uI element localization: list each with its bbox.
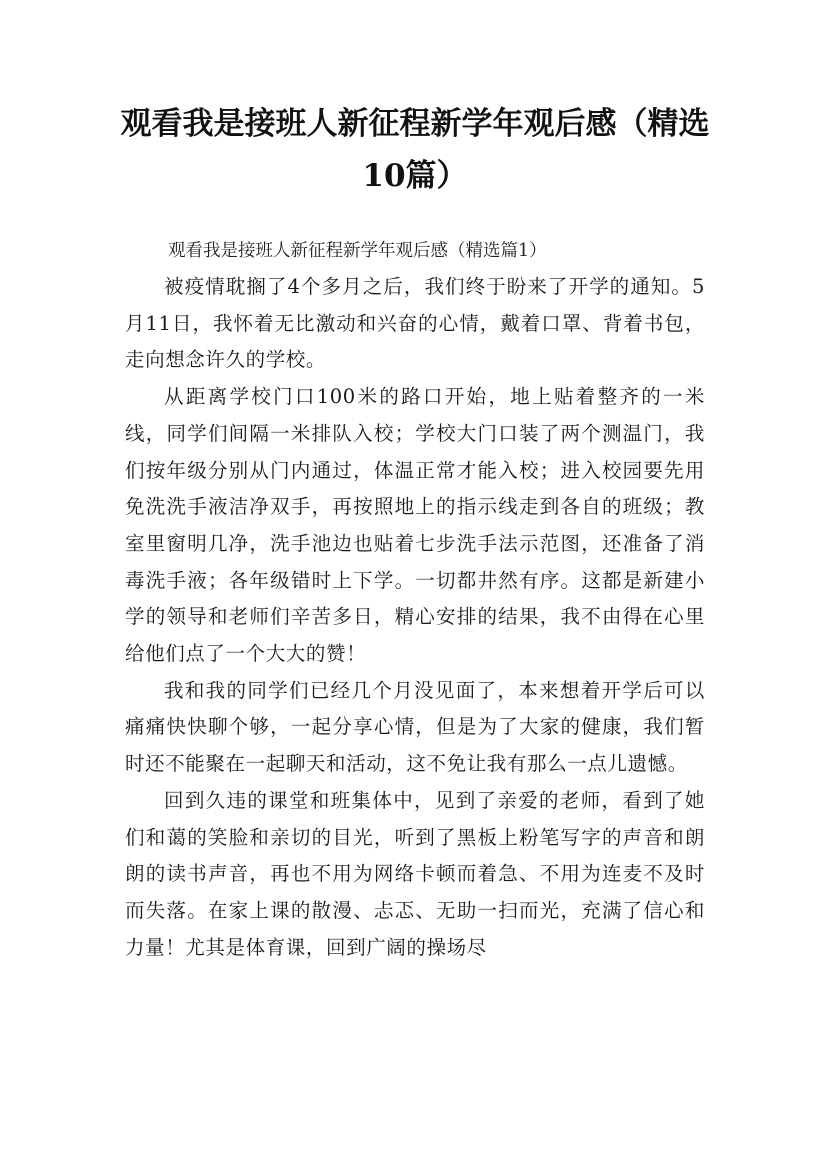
document-title: 观看我是接班人新征程新学年观后感（精选10篇） (120, 106, 710, 194)
paragraph: 被疫情耽搁了4个多月之后，我们终于盼来了开学的通知。5月11日，我怀着无比激动和兴奋的心情，戴着口罩、背着书包，走向想念许久的学校。 (125, 275, 705, 372)
paragraph: 回到久违的课堂和班集体中，见到了亲爱的老师，看到了她们和蔼的笑脸和亲切的目光，听到了黑板上粉笔写字的声音和朗朗的读书声音，再也不用为网络卡顿而着急、不用为连麦不及时而失落。在家上课的散漫、忐忑、无助一扫而光，充满了信心和力量！尤其是体育课，回到广阔的操场尽 (125, 788, 705, 959)
paragraph: 从距离学校门口100米的路口开始，地上贴着整齐的一米线，同学们间隔一米排队入校；学校大门口装了两个测温门，我们按年级分别从门内通过，体温正常才能入校；进入校园要先用免洗洗手液洁净双手，再按照地上的指示线走到各自的班级；教室里窗明几净，洗手池边也贴着七步洗手法示范图，还准备了消毒洗手液；各年级错时上下学。一切都井然有序。这都是新建小学的领导和老师们辛苦多日，精心安排的结果，我不由得在心里给他们点了一个大大的赞！ (125, 385, 705, 666)
document-body (125, 233, 705, 966)
paragraph: 我和我的同学们已经几个月没见面了，本来想着开学后可以痛痛快快聊个够，一起分享心情，但是为了大家的健康，我们暂时还不能聚在一起聊天和活动，这不免让我有那么一点儿遗憾。 (125, 678, 705, 776)
section-subtitle: 观看我是接班人新征程新学年观后感（精选篇1） (168, 241, 547, 261)
